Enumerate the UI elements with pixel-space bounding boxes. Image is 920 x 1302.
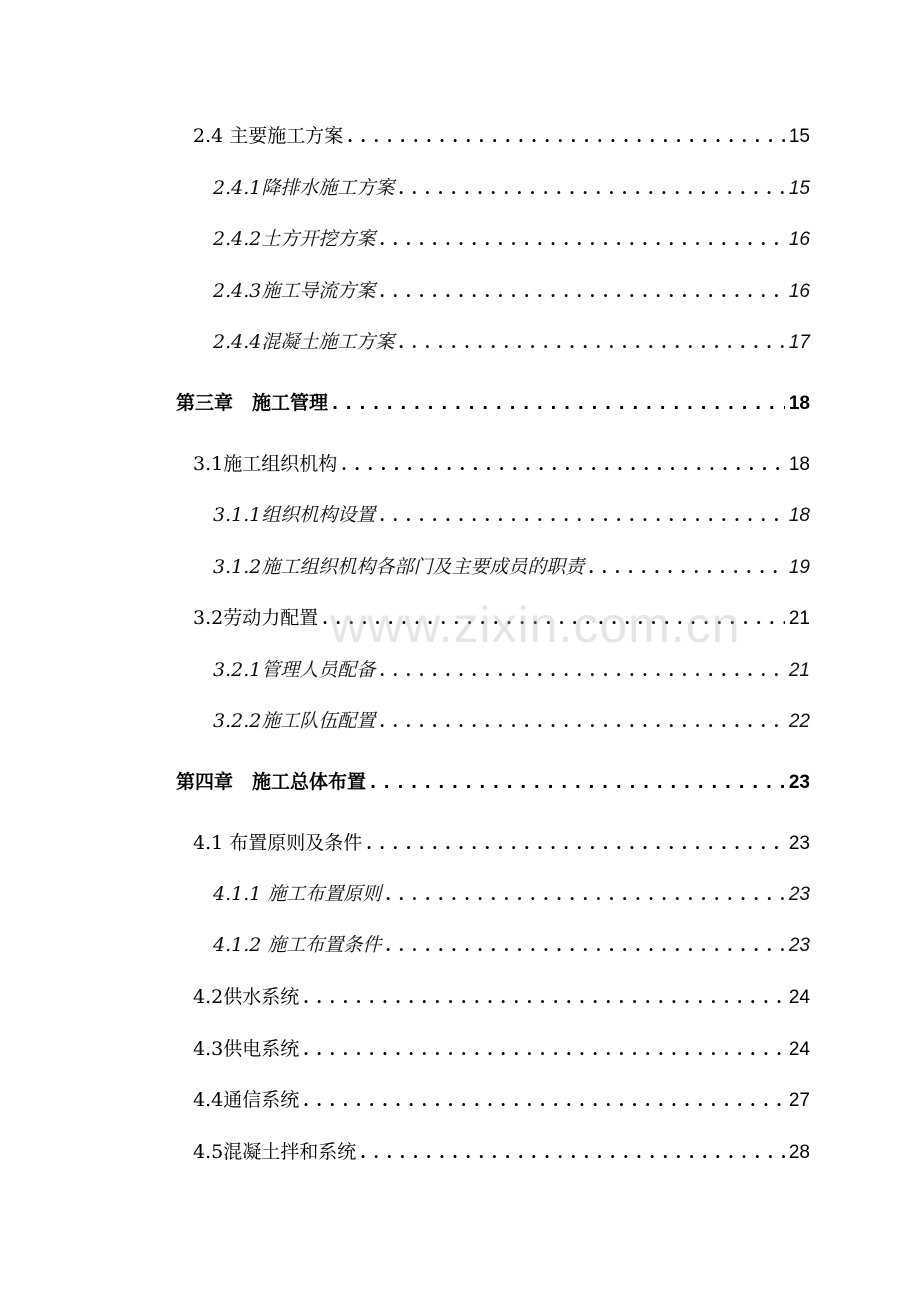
toc-entry-page: 27 bbox=[788, 1090, 810, 1111]
toc-leader bbox=[303, 986, 785, 1010]
toc-entry-title: 第四章 施工总体布置 bbox=[176, 771, 367, 793]
toc-entry-title: 4.4通信系统 bbox=[193, 1089, 300, 1111]
toc-entry-title: 3.2.2施工队伍配置 bbox=[213, 710, 376, 732]
toc-entry[interactable] bbox=[213, 176, 810, 201]
toc-entry-page: 28 bbox=[788, 1142, 810, 1163]
toc-entry[interactable] bbox=[193, 124, 810, 149]
toc-entry-page: 21 bbox=[788, 660, 810, 681]
toc-leader bbox=[303, 1089, 785, 1113]
watermark: www.zixin.com.cn bbox=[330, 597, 741, 653]
toc-entry-page: 17 bbox=[788, 332, 810, 353]
toc-entry-title: 2.4.1降排水施工方案 bbox=[213, 177, 395, 199]
toc-entry[interactable] bbox=[213, 933, 810, 958]
toc-entry-page: 18 bbox=[788, 393, 810, 414]
toc-entry[interactable] bbox=[213, 227, 810, 252]
toc-chapter-entry[interactable] bbox=[176, 770, 810, 795]
toc-leader bbox=[398, 177, 785, 201]
toc-entry-title: 4.5混凝土拌和系统 bbox=[193, 1141, 357, 1163]
toc-leader bbox=[379, 504, 785, 528]
toc-entry-title: 第三章 施工管理 bbox=[176, 392, 329, 414]
toc-leader bbox=[379, 710, 785, 734]
toc-entry[interactable] bbox=[193, 1140, 810, 1165]
toc-entry[interactable] bbox=[193, 452, 810, 477]
toc-entry-page: 18 bbox=[788, 505, 810, 526]
toc-entry[interactable] bbox=[193, 1088, 810, 1113]
toc-entry-page: 23 bbox=[788, 935, 810, 956]
toc-entry[interactable] bbox=[213, 882, 810, 907]
toc-leader bbox=[341, 453, 785, 477]
toc-entry[interactable] bbox=[193, 1037, 810, 1062]
toc-leader bbox=[385, 883, 784, 907]
toc-leader bbox=[379, 228, 785, 252]
toc-entry-title: 3.2.1管理人员配备 bbox=[213, 659, 376, 681]
toc-entry[interactable] bbox=[213, 658, 810, 683]
toc-leader bbox=[303, 1038, 785, 1062]
toc-entry-title: 2.4.3施工导流方案 bbox=[213, 280, 376, 302]
toc-entry-page: 16 bbox=[788, 229, 810, 250]
toc-entry-title: 2.4.4混凝土施工方案 bbox=[213, 331, 395, 353]
toc-entry[interactable] bbox=[193, 985, 810, 1010]
toc-entry[interactable] bbox=[213, 503, 810, 528]
toc-entry-page: 21 bbox=[788, 608, 810, 629]
toc-entry-title: 3.1.1组织机构设置 bbox=[213, 504, 376, 526]
toc-entry[interactable] bbox=[213, 555, 810, 580]
toc-leader bbox=[398, 331, 785, 355]
toc-entry-page: 15 bbox=[788, 178, 810, 199]
toc-entry-page: 19 bbox=[788, 557, 810, 578]
toc-entry-title: 4.1.2 施工布置条件 bbox=[213, 934, 382, 956]
toc-entry-title: 4.1.1 施工布置原则 bbox=[213, 883, 382, 905]
toc-leader bbox=[370, 771, 785, 795]
toc-entry-page: 15 bbox=[788, 126, 810, 147]
toc-entry[interactable] bbox=[213, 330, 810, 355]
toc-leader bbox=[366, 832, 785, 856]
toc-entry-title: 2.4.2土方开挖方案 bbox=[213, 228, 376, 250]
toc-entry[interactable] bbox=[213, 279, 810, 304]
toc-entry-title: 4.1 布置原则及条件 bbox=[193, 832, 363, 854]
toc-entry-title: 3.1.2施工组织机构各部门及主要成员的职责 bbox=[213, 556, 585, 578]
toc-entry-title: 3.1施工组织机构 bbox=[193, 453, 338, 475]
toc-entry[interactable] bbox=[193, 606, 810, 631]
toc-entry-title: 4.3供电系统 bbox=[193, 1038, 300, 1060]
toc-entry-page: 16 bbox=[788, 281, 810, 302]
toc-entry-page: 23 bbox=[788, 884, 810, 905]
toc-chapter-entry[interactable] bbox=[176, 391, 810, 416]
toc-leader bbox=[332, 392, 785, 416]
toc-entry-title: 3.2劳动力配置 bbox=[193, 607, 319, 629]
toc-leader bbox=[347, 125, 785, 149]
toc-leader bbox=[385, 934, 784, 958]
toc-entry[interactable] bbox=[193, 831, 810, 856]
toc-entry-page: 23 bbox=[788, 833, 810, 854]
toc-leader bbox=[360, 1141, 785, 1165]
toc-leader bbox=[588, 556, 785, 580]
toc-leader bbox=[379, 659, 785, 683]
toc-leader bbox=[322, 607, 785, 631]
toc-leader bbox=[379, 280, 785, 304]
toc-entry-page: 24 bbox=[788, 1039, 810, 1060]
toc-entry[interactable] bbox=[213, 709, 810, 734]
toc-entry-title: 4.2供水系统 bbox=[193, 986, 300, 1008]
toc-entry-page: 23 bbox=[788, 772, 810, 793]
toc-entry-title: 2.4 主要施工方案 bbox=[193, 125, 344, 147]
toc-entry-page: 24 bbox=[788, 987, 810, 1008]
toc-entry-page: 22 bbox=[788, 711, 810, 732]
toc-entry-page: 18 bbox=[788, 454, 810, 475]
